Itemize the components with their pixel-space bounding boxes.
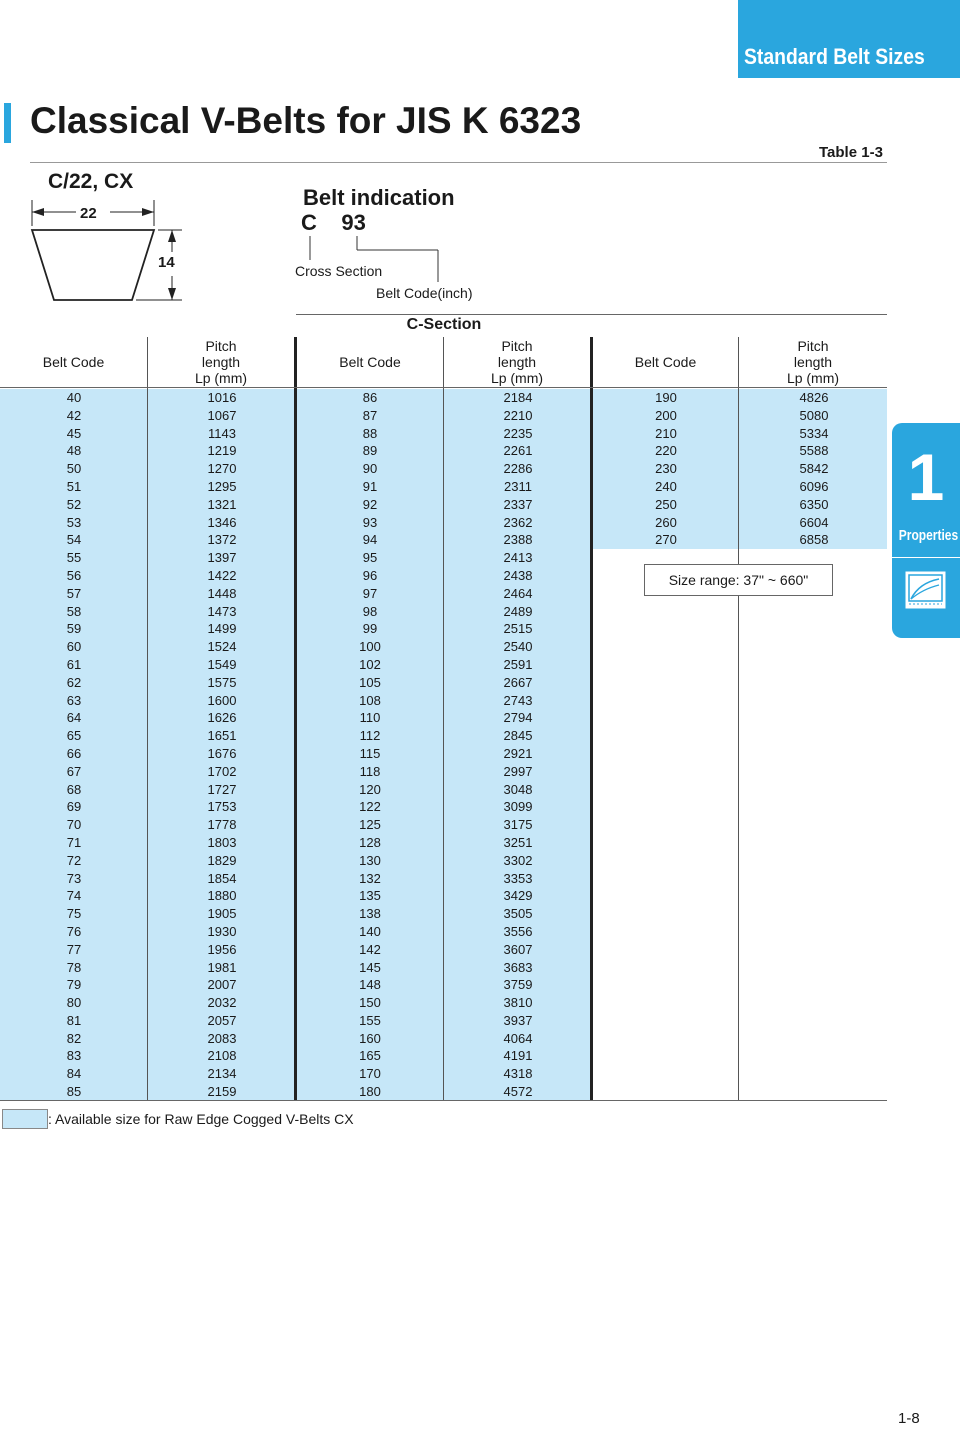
belt-code-cell: 69 bbox=[66, 799, 82, 815]
pitch-length-cell: 1448 bbox=[207, 585, 237, 601]
pitch-length-cell: 2108 bbox=[207, 1048, 237, 1064]
belt-code-cell: 95 bbox=[362, 550, 378, 566]
pitch-length-cell: 3429 bbox=[503, 888, 533, 904]
section-title: C-Section bbox=[406, 316, 482, 333]
pitch-length-cell: 3099 bbox=[503, 799, 533, 815]
pitch-length-cell: 1143 bbox=[208, 425, 236, 441]
pitch-length-cell: 6350 bbox=[799, 496, 829, 512]
pitch-length-cell: 1778 bbox=[207, 817, 237, 833]
belt-code-cell: 88 bbox=[362, 425, 378, 441]
pitch-length-cell: 2997 bbox=[503, 763, 533, 779]
pitch-length-cell: 2667 bbox=[503, 674, 533, 690]
title-divider bbox=[30, 162, 887, 163]
pitch-length-cell: 2591 bbox=[503, 656, 533, 672]
pitch-length-cell: 1829 bbox=[207, 852, 237, 868]
pitch-length-cell: 3175 bbox=[503, 817, 533, 833]
section-tab bbox=[738, 0, 960, 78]
page-title: Classical V-Belts for JIS K 6323 bbox=[30, 100, 582, 141]
header-pitch-2: Pitch length Lp (mm) bbox=[490, 338, 544, 386]
belt-code-cell: 102 bbox=[359, 656, 381, 672]
pitch-length-cell: 3505 bbox=[503, 906, 533, 922]
pitch-length-cell: 4572 bbox=[503, 1084, 533, 1100]
belt-code-cell: 160 bbox=[359, 1030, 381, 1046]
pitch-length-cell: 2464 bbox=[503, 585, 533, 601]
pitch-length-cell: 5080 bbox=[799, 407, 829, 423]
belt-code-cell: 260 bbox=[655, 514, 677, 530]
belt-code-cell: 67 bbox=[66, 763, 82, 779]
belt-code-cell: 64 bbox=[66, 710, 82, 726]
belt-code-cell: 270 bbox=[655, 532, 677, 548]
pitch-length-cell: 6604 bbox=[799, 514, 829, 530]
belt-code-cell: 72 bbox=[66, 852, 82, 868]
pitch-length-cell: 4064 bbox=[503, 1030, 533, 1046]
belt-code-cell: 51 bbox=[66, 478, 82, 494]
pitch-length-cell: 2362 bbox=[503, 514, 533, 530]
belt-code-cell: 120 bbox=[359, 781, 381, 797]
side-tab-divider bbox=[892, 557, 960, 558]
belt-code-cell: 125 bbox=[359, 817, 381, 833]
pitch-length-cell: 2261 bbox=[503, 443, 533, 459]
pitch-length-cell: 2286 bbox=[503, 461, 533, 477]
belt-code-cell: 45 bbox=[66, 425, 82, 441]
belt-code-cell: 68 bbox=[66, 781, 82, 797]
belt-code-cell: 62 bbox=[66, 674, 82, 690]
pitch-length-cell: 2845 bbox=[503, 728, 533, 744]
size-range-box: Size range: 37" ~ 660" bbox=[644, 564, 833, 596]
belt-code-cell: 70 bbox=[66, 817, 82, 833]
pitch-length-cell: 1346 bbox=[207, 514, 237, 530]
belt-code-cell: 61 bbox=[66, 656, 82, 672]
pitch-length-cell: 1575 bbox=[207, 674, 237, 690]
pitch-length-cell: 2337 bbox=[503, 496, 533, 512]
pitch-length-cell: 3048 bbox=[503, 781, 533, 797]
belt-code-cell: 200 bbox=[655, 407, 677, 423]
belt-code-cell: 83 bbox=[66, 1048, 82, 1064]
pitch-length-cell: 2057 bbox=[207, 1012, 237, 1028]
title-accent-bar bbox=[4, 103, 11, 143]
chapter-label: Properties bbox=[898, 527, 959, 544]
pitch-length-cell: 3607 bbox=[503, 941, 533, 957]
chapter-side-tab[interactable] bbox=[892, 423, 960, 638]
cross-section-label: Cross Section bbox=[295, 263, 383, 279]
pitch-length-cell: 3556 bbox=[503, 923, 533, 939]
belt-code-cell: 92 bbox=[362, 496, 378, 512]
belt-code-cell: 84 bbox=[66, 1066, 82, 1082]
belt-code-cell: 99 bbox=[362, 621, 378, 637]
belt-code-cell: 140 bbox=[359, 923, 381, 939]
belt-code-cell: 85 bbox=[66, 1084, 82, 1100]
belt-code-cell: 54 bbox=[66, 532, 82, 548]
pitch-length-cell: 2311 bbox=[504, 478, 532, 494]
belt-code-cell: 128 bbox=[359, 834, 381, 850]
section-rule bbox=[296, 314, 887, 315]
belt-code-cell: 165 bbox=[359, 1048, 381, 1064]
pitch-length-cell: 1016 bbox=[207, 390, 237, 405]
pitch-length-cell: 3759 bbox=[503, 977, 533, 993]
belt-code-cell: 135 bbox=[359, 888, 381, 904]
belt-code-cell: 250 bbox=[655, 496, 677, 512]
pitch-length-cell: 2210 bbox=[503, 407, 533, 423]
header-belt-code-2: Belt Code bbox=[339, 354, 401, 370]
header-pitch-3: Pitch length Lp (mm) bbox=[786, 338, 840, 386]
pitch-length-cell: 2438 bbox=[503, 567, 533, 583]
pitch-length-cell: 4826 bbox=[799, 390, 829, 405]
pitch-length-cell: 2540 bbox=[503, 639, 533, 655]
pitch-length-cell: 2413 bbox=[503, 550, 533, 566]
header-pitch-1: Pitch length Lp (mm) bbox=[194, 338, 248, 386]
pitch-length-cell: 2007 bbox=[207, 977, 237, 993]
belt-code-cell: 100 bbox=[359, 639, 381, 655]
pitch-length-cell: 2794 bbox=[503, 710, 533, 726]
belt-code-cell: 40 bbox=[66, 390, 82, 405]
belt-code-cell: 52 bbox=[66, 496, 82, 512]
pitch-length-cell: 4318 bbox=[503, 1066, 533, 1082]
belt-code-cell: 82 bbox=[66, 1030, 82, 1046]
table-group-1 bbox=[0, 389, 296, 1101]
belt-code-cell: 180 bbox=[359, 1084, 381, 1100]
belt-code-cell: 93 bbox=[362, 514, 378, 530]
pitch-length-cell: 1473 bbox=[207, 603, 237, 619]
pitch-length-cell: 1524 bbox=[207, 639, 237, 655]
pitch-length-cell: 2388 bbox=[503, 532, 533, 548]
dimension-height: 14 bbox=[158, 254, 175, 271]
chapter-number: 1 bbox=[907, 440, 945, 514]
pitch-length-cell: 1219 bbox=[207, 443, 237, 459]
pitch-length-cell: 1422 bbox=[207, 567, 237, 583]
pitch-length-cell: 3353 bbox=[503, 870, 533, 886]
pitch-length-cell: 2235 bbox=[503, 425, 533, 441]
belt-code-cell: 56 bbox=[66, 567, 82, 583]
pitch-length-cell: 1397 bbox=[207, 550, 237, 566]
pitch-length-cell: 2743 bbox=[503, 692, 533, 708]
belt-code-cell: 148 bbox=[359, 977, 381, 993]
belt-code-cell: 55 bbox=[66, 550, 82, 566]
pitch-length-cell: 3810 bbox=[503, 995, 533, 1011]
belt-code-cell: 220 bbox=[655, 443, 677, 459]
pitch-length-cell: 1651 bbox=[207, 728, 237, 744]
belt-code-cell: 210 bbox=[655, 425, 677, 441]
pitch-length-cell: 1676 bbox=[207, 745, 237, 761]
pitch-length-cell: 1753 bbox=[207, 799, 237, 815]
belt-code-cell: 190 bbox=[655, 390, 677, 405]
belt-code-cell: 73 bbox=[66, 870, 82, 886]
belt-code-cell: 66 bbox=[66, 745, 82, 761]
section-tab-label: Standard Belt Sizes bbox=[744, 44, 925, 69]
example-code: 93 bbox=[341, 210, 366, 235]
pitch-length-cell: 5334 bbox=[799, 425, 829, 441]
pitch-length-cell: 1372 bbox=[207, 532, 237, 548]
pitch-length-cell: 2134 bbox=[207, 1066, 237, 1082]
dimension-width: 22 bbox=[80, 205, 97, 222]
belt-code-cell: 58 bbox=[66, 603, 82, 619]
belt-code-cell: 91 bbox=[362, 478, 378, 494]
pitch-length-cell: 2032 bbox=[207, 995, 237, 1011]
belt-code-cell: 150 bbox=[359, 995, 381, 1011]
belt-indication-leaders bbox=[290, 230, 450, 290]
belt-code-cell: 112 bbox=[359, 728, 381, 744]
belt-code-cell: 48 bbox=[66, 443, 82, 459]
belt-code-cell: 79 bbox=[66, 977, 82, 993]
belt-code-cell: 142 bbox=[359, 941, 381, 957]
belt-code-cell: 97 bbox=[362, 585, 378, 601]
pitch-length-cell: 6858 bbox=[799, 532, 829, 548]
pitch-length-cell: 4191 bbox=[503, 1048, 533, 1064]
belt-code-cell: 94 bbox=[362, 532, 378, 548]
example-section: C bbox=[301, 210, 317, 235]
belt-code-cell: 115 bbox=[359, 745, 381, 761]
belt-code-cell: 81 bbox=[66, 1012, 82, 1028]
belt-code-cell: 130 bbox=[359, 852, 381, 868]
pitch-length-cell: 1930 bbox=[207, 923, 237, 939]
pitch-length-cell: 2921 bbox=[503, 745, 533, 761]
pitch-length-cell: 1956 bbox=[207, 941, 237, 957]
pitch-length-cell: 2184 bbox=[503, 390, 533, 405]
belt-code-cell: 57 bbox=[66, 585, 82, 601]
belt-code-cell: 122 bbox=[359, 799, 381, 815]
pitch-length-cell: 1321 bbox=[207, 496, 237, 512]
pitch-length-cell: 1880 bbox=[207, 888, 237, 904]
pitch-length-cell: 5842 bbox=[799, 461, 829, 477]
belt-code-cell: 110 bbox=[359, 710, 381, 726]
table-label: Table 1-3 bbox=[819, 144, 883, 161]
chart-graph-icon bbox=[905, 571, 946, 609]
legend-swatch bbox=[2, 1109, 48, 1129]
section-name: C/22, CX bbox=[48, 170, 134, 193]
belt-code-cell: 87 bbox=[362, 407, 378, 423]
belt-code-cell: 50 bbox=[66, 461, 82, 477]
pitch-length-cell: 3683 bbox=[503, 959, 533, 975]
belt-code-cell: 145 bbox=[359, 959, 381, 975]
belt-code-cell: 155 bbox=[359, 1012, 381, 1028]
belt-code-cell: 98 bbox=[362, 603, 378, 619]
belt-indication-title: Belt indication bbox=[303, 185, 455, 210]
pitch-length-cell: 2515 bbox=[503, 621, 533, 637]
legend-text: : Available size for Raw Edge Cogged V-Belts CX bbox=[48, 1111, 354, 1127]
belt-code-cell: 86 bbox=[362, 390, 378, 405]
belt-code-cell: 90 bbox=[362, 461, 378, 477]
belt-code-cell: 170 bbox=[359, 1066, 381, 1082]
belt-code-cell: 76 bbox=[66, 923, 82, 939]
pitch-length-cell: 1270 bbox=[207, 461, 237, 477]
pitch-length-cell: 1803 bbox=[207, 834, 237, 850]
belt-code-cell: 74 bbox=[66, 888, 82, 904]
belt-code-cell: 59 bbox=[66, 621, 82, 637]
pitch-length-cell: 1905 bbox=[207, 906, 237, 922]
belt-code-cell: 240 bbox=[655, 478, 677, 494]
pitch-length-cell: 1626 bbox=[207, 710, 237, 726]
belt-code-cell: 80 bbox=[66, 995, 82, 1011]
pitch-length-cell: 1600 bbox=[207, 692, 237, 708]
belt-code-label: Belt Code(inch) bbox=[376, 285, 473, 301]
pitch-length-cell: 2489 bbox=[503, 603, 533, 619]
pitch-length-cell: 1702 bbox=[207, 763, 237, 779]
belt-code-cell: 77 bbox=[66, 941, 82, 957]
pitch-length-cell: 1549 bbox=[207, 656, 237, 672]
belt-code-cell: 60 bbox=[66, 639, 82, 655]
pitch-length-cell: 1854 bbox=[207, 870, 237, 886]
header-rule bbox=[0, 387, 887, 388]
belt-code-cell: 78 bbox=[66, 959, 82, 975]
belt-code-cell: 63 bbox=[66, 692, 82, 708]
pitch-length-cell: 1295 bbox=[207, 478, 237, 494]
pitch-length-cell: 2159 bbox=[207, 1084, 237, 1100]
belt-code-cell: 105 bbox=[359, 674, 381, 690]
header-belt-code-1: Belt Code bbox=[42, 354, 105, 370]
pitch-length-cell: 2083 bbox=[207, 1030, 237, 1046]
belt-code-cell: 71 bbox=[66, 834, 82, 850]
pitch-length-cell: 1981 bbox=[207, 959, 237, 975]
pitch-length-cell: 3937 bbox=[503, 1012, 533, 1028]
belt-code-cell: 118 bbox=[359, 763, 381, 779]
belt-code-cell: 230 bbox=[655, 461, 677, 477]
pitch-length-cell: 1499 bbox=[207, 621, 237, 637]
page-number: 1-8 bbox=[898, 1410, 920, 1427]
belt-code-cell: 65 bbox=[66, 728, 82, 744]
belt-code-cell: 138 bbox=[359, 906, 381, 922]
belt-code-cell: 108 bbox=[359, 692, 381, 708]
belt-code-cell: 42 bbox=[66, 407, 82, 423]
belt-code-cell: 75 bbox=[66, 906, 82, 922]
header-belt-code-3: Belt Code bbox=[634, 354, 697, 370]
table-group-3 bbox=[592, 389, 888, 549]
pitch-length-cell: 6096 bbox=[799, 478, 829, 494]
belt-code-cell: 96 bbox=[362, 567, 378, 583]
pitch-length-cell: 1727 bbox=[207, 781, 237, 797]
table-group-2 bbox=[296, 389, 592, 1101]
pitch-length-cell: 5588 bbox=[799, 443, 829, 459]
belt-code-cell: 89 bbox=[362, 443, 378, 459]
pitch-length-cell: 3251 bbox=[503, 834, 533, 850]
pitch-length-cell: 3302 bbox=[503, 852, 533, 868]
belt-code-cell: 53 bbox=[66, 514, 82, 530]
pitch-length-cell: 1067 bbox=[207, 407, 237, 423]
belt-code-cell: 132 bbox=[359, 870, 381, 886]
